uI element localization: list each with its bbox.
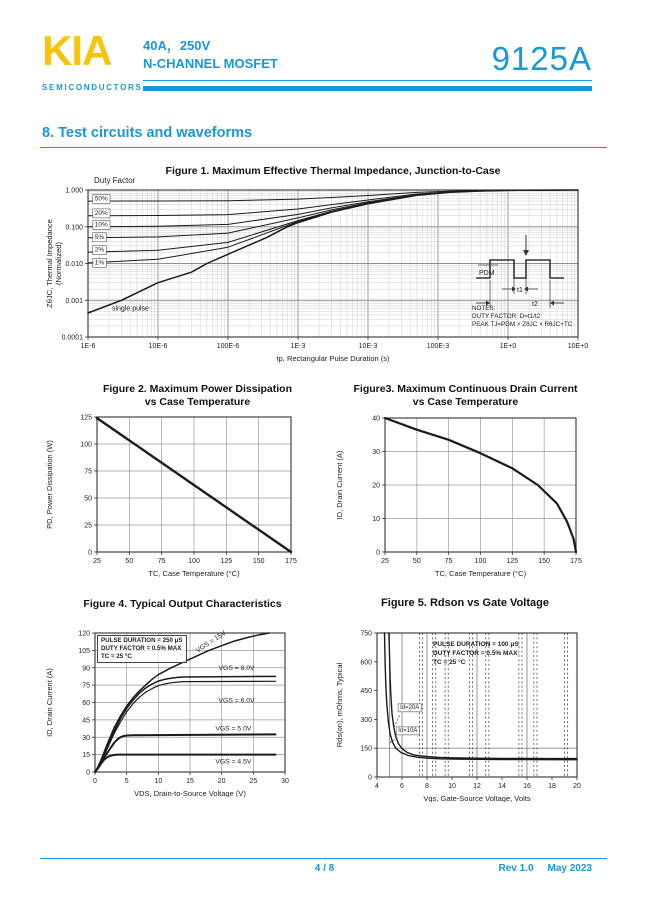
figure2-title-line1: Figure 2. Maximum Power Dissipation — [102, 383, 293, 395]
svg-text:5: 5 — [124, 778, 129, 785]
svg-text:10: 10 — [154, 778, 163, 785]
figure4-conditions — [97, 635, 187, 663]
svg-text:1%: 1% — [94, 259, 105, 267]
condition-line: DUTY FACTOR = 0.5% MAX — [101, 645, 182, 652]
svg-text:100E-3: 100E-3 — [426, 343, 450, 350]
section-title: 8. Test circuits and waveforms — [42, 125, 253, 141]
svg-text:10: 10 — [448, 783, 456, 790]
svg-text:4: 4 — [375, 783, 379, 790]
figure3-chart — [330, 408, 590, 583]
figure3-title-line1: Figure3. Maximum Continuous Drain Current — [353, 383, 578, 395]
svg-text:600: 600 — [360, 659, 372, 667]
header-rule-thick — [143, 86, 592, 91]
device-type: N-CHANNEL MOSFET — [143, 56, 278, 71]
figure3-title — [338, 383, 593, 409]
section-underline — [40, 147, 607, 148]
svg-text:150: 150 — [538, 558, 551, 565]
figure5-conditions — [433, 640, 519, 667]
figure3-title-line2: vs Case Temperature — [412, 396, 519, 408]
svg-text:Vgs, Gate-Source Voltage, Volt: Vgs, Gate-Source Voltage, Volts — [423, 794, 531, 802]
brand-logo-subtitle: SEMICONDUCTORS — [42, 83, 143, 92]
svg-text:50: 50 — [125, 558, 134, 565]
figure2-title — [70, 383, 325, 409]
svg-text:450: 450 — [360, 688, 372, 696]
svg-text:125: 125 — [80, 414, 92, 422]
svg-text:25: 25 — [84, 522, 92, 530]
svg-text:120: 120 — [78, 630, 90, 638]
note-line: PEAK TJ=PDM × ZθJC × RθJC+TC — [472, 321, 573, 328]
svg-text:TC, Case Temperature (°C): TC, Case Temperature (°C) — [434, 569, 527, 578]
revision-info — [498, 863, 592, 874]
note-line: NOTES: — [472, 305, 496, 312]
svg-text:ID, Drain Current (A): ID, Drain Current (A) — [45, 668, 54, 737]
svg-text:ID, Drain Current (A): ID, Drain Current (A) — [335, 450, 344, 520]
svg-text:125: 125 — [506, 558, 519, 565]
condition-line: PULSE DURATION = 250 μS — [101, 637, 183, 644]
figure5-title: Figure 5. Rdson vs Gate Voltage — [381, 597, 549, 609]
svg-text:75: 75 — [84, 468, 92, 476]
svg-text:750: 750 — [360, 630, 372, 638]
svg-text:0: 0 — [88, 549, 92, 557]
svg-text:5%: 5% — [94, 233, 105, 241]
device-rating: 40A，250V — [143, 38, 211, 53]
svg-text:10: 10 — [372, 516, 380, 523]
condition-line: DUTY FACTOR = 0.5% MAX — [433, 650, 518, 657]
brand-logo: KIA — [42, 27, 112, 74]
svg-text:10E-6: 10E-6 — [148, 343, 168, 350]
svg-text:(Normalized): (Normalized) — [54, 242, 63, 285]
svg-text:175: 175 — [285, 558, 297, 565]
svg-text:8: 8 — [425, 783, 429, 790]
t2-label: t2 — [532, 301, 538, 308]
svg-text:0: 0 — [376, 549, 380, 557]
svg-text:Id=10A: Id=10A — [398, 727, 418, 734]
svg-text:15: 15 — [82, 752, 90, 760]
svg-text:0.001: 0.001 — [65, 297, 83, 305]
svg-text:12: 12 — [473, 783, 481, 790]
svg-text:100E-6: 100E-6 — [216, 343, 240, 350]
condition-line: TC = 25 °C — [101, 653, 132, 660]
svg-text:175: 175 — [570, 558, 582, 565]
svg-text:1E-6: 1E-6 — [80, 343, 96, 350]
revision-label: Rev 1.0 — [498, 863, 534, 874]
figure2-chart — [40, 408, 305, 583]
svg-text:125: 125 — [220, 558, 233, 565]
svg-text:1E-3: 1E-3 — [290, 343, 306, 350]
svg-text:30: 30 — [82, 734, 90, 742]
svg-text:75: 75 — [444, 558, 453, 565]
svg-text:single pulse: single pulse — [111, 305, 149, 313]
svg-text:1E+0: 1E+0 — [499, 343, 517, 350]
page-number: 4 / 8 — [314, 863, 335, 874]
svg-text:VGS = 6.0V: VGS = 6.0V — [218, 697, 255, 705]
svg-text:45: 45 — [82, 717, 90, 725]
condition-line: TC = 25 °C — [433, 659, 466, 666]
svg-text:10E+0: 10E+0 — [567, 343, 589, 350]
svg-text:0: 0 — [368, 774, 372, 782]
svg-text:ZθJC, Thermal Impedance: ZθJC, Thermal Impedance — [45, 219, 54, 308]
svg-text:0.010: 0.010 — [65, 261, 83, 268]
svg-text:18: 18 — [548, 783, 556, 790]
svg-text:75: 75 — [82, 682, 90, 690]
svg-text:0.100: 0.100 — [65, 224, 83, 232]
svg-text:60: 60 — [82, 700, 90, 707]
figure2-title-line2: vs Case Temperature — [144, 396, 251, 408]
svg-text:0.0001: 0.0001 — [61, 334, 83, 342]
svg-text:0: 0 — [86, 769, 90, 777]
svg-text:6: 6 — [400, 783, 404, 790]
svg-text:75: 75 — [157, 558, 166, 565]
svg-text:20: 20 — [372, 482, 380, 490]
svg-text:50: 50 — [412, 558, 421, 565]
svg-text:30: 30 — [372, 449, 380, 456]
svg-text:100: 100 — [80, 441, 92, 449]
t1-label: t1 — [517, 287, 523, 294]
svg-text:14: 14 — [498, 783, 506, 790]
svg-text:90: 90 — [82, 665, 90, 673]
figure1-title: Figure 1. Maximum Effective Thermal Impedance, Junction-to-Case — [165, 165, 501, 177]
svg-text:105: 105 — [78, 647, 90, 655]
svg-text:30: 30 — [281, 778, 289, 785]
svg-text:20%: 20% — [94, 209, 108, 217]
svg-text:150: 150 — [252, 558, 265, 565]
svg-text:VGS = 15V: VGS = 15V — [194, 629, 228, 655]
svg-text:25: 25 — [249, 778, 258, 785]
svg-text:25: 25 — [93, 558, 101, 565]
condition-line: PULSE DURATION = 100 μS — [433, 641, 519, 648]
note-line: DUTY FACTOR: D=t1/t2 — [472, 313, 541, 320]
svg-text:10%: 10% — [94, 221, 108, 229]
figure1-notes — [472, 305, 607, 329]
svg-text:25: 25 — [381, 558, 389, 565]
svg-text:50: 50 — [84, 495, 92, 503]
svg-text:10E-3: 10E-3 — [358, 343, 378, 350]
svg-text:150: 150 — [360, 745, 372, 753]
svg-text:50%: 50% — [94, 195, 108, 203]
svg-text:300: 300 — [360, 716, 372, 724]
pulse-waveform-inset — [468, 232, 586, 312]
footer-rule — [40, 858, 607, 859]
svg-text:2%: 2% — [94, 246, 105, 254]
svg-text:PD, Power Dissipation (W): PD, Power Dissipation (W) — [45, 440, 54, 529]
svg-text:Id=20A: Id=20A — [400, 704, 420, 711]
svg-text:100: 100 — [474, 558, 487, 565]
svg-text:20: 20 — [573, 783, 581, 790]
svg-text:VDS, Drain-to-Source Voltage (: VDS, Drain-to-Source Voltage (V) — [134, 789, 246, 797]
svg-text:16: 16 — [523, 783, 531, 790]
revision-date: May 2023 — [547, 863, 592, 874]
svg-text:VGS = 4.5V: VGS = 4.5V — [215, 758, 252, 766]
svg-text:0: 0 — [93, 778, 97, 785]
svg-text:Rds(on), mOhms, Typical: Rds(on), mOhms, Typical — [335, 662, 344, 748]
svg-text:VGS = 5.0V: VGS = 5.0V — [215, 725, 252, 733]
svg-text:100: 100 — [188, 558, 200, 565]
svg-text:VGS = 8.0V: VGS = 8.0V — [218, 665, 255, 673]
part-number: 9125A — [491, 40, 592, 77]
pdm-label: PDM — [479, 270, 495, 277]
figure1-duty-factor-label: Duty Factor — [94, 176, 136, 185]
svg-text:TC, Case Temperature (°C): TC, Case Temperature (°C) — [148, 569, 240, 578]
svg-text:40: 40 — [372, 415, 380, 423]
figure4-title: Figure 4. Typical Output Characteristics — [83, 598, 282, 610]
header-rule-thin — [143, 80, 592, 81]
svg-text:tp, Rectangular Pulse Duration: tp, Rectangular Pulse Duration (s) — [276, 354, 390, 363]
svg-text:15: 15 — [186, 778, 194, 785]
svg-text:1.000: 1.000 — [65, 187, 83, 195]
svg-text:20: 20 — [217, 778, 226, 785]
